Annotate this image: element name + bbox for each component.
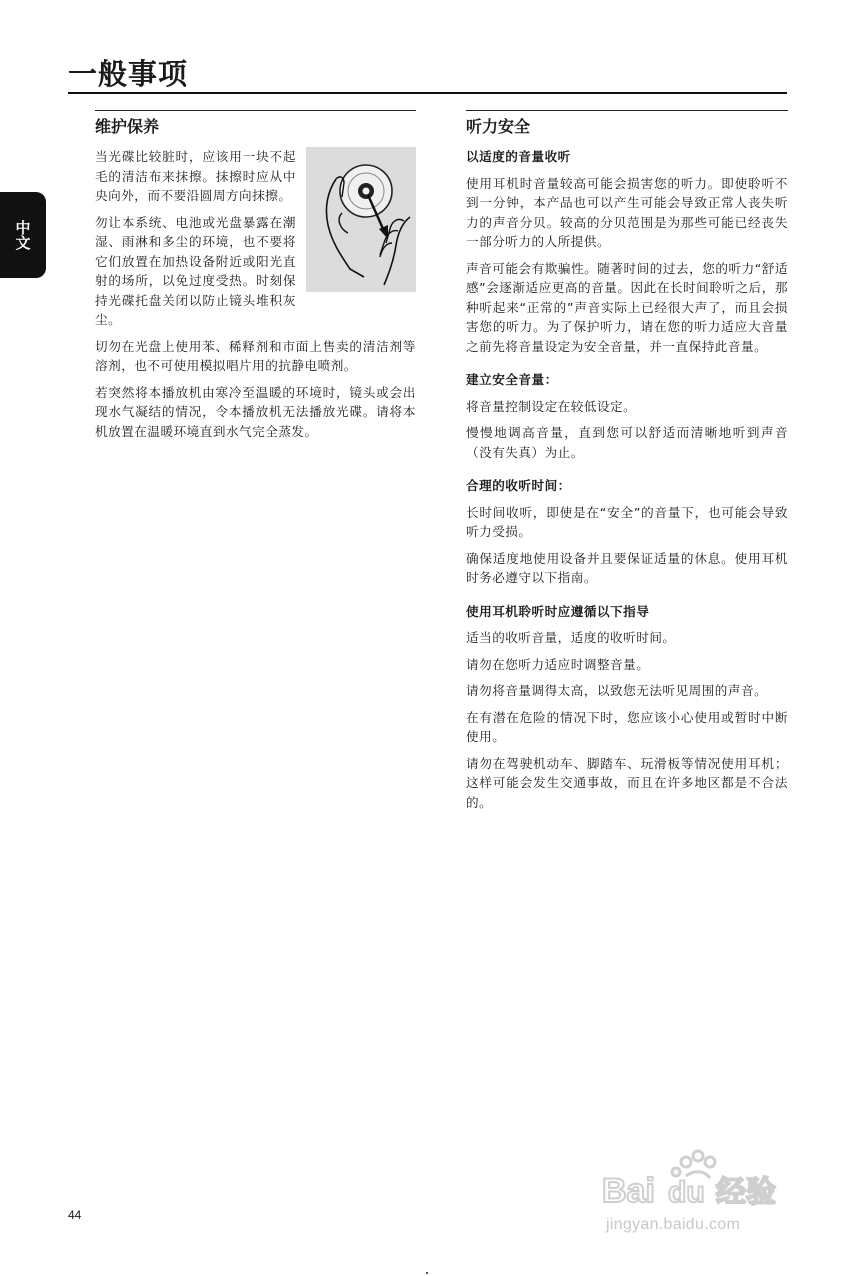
section-divider [95,110,416,111]
hearing-paragraph: 长时间收听，即使是在“安全”的音量下，也可能会导致听力受损。 [466,504,788,539]
maintenance-paragraph: 切勿在光盘上使用苯、稀释剂和市面上售卖的清洁剂等溶剂，也不可使用模拟唱片用的抗静电喷剂。 [95,338,416,373]
hearing-paragraph: 使用耳机时音量较高可能会损害您的听力。即使聆听不到一分钟，本产品也可以产生可能会导致正常人丧失听力的声音分贝。较高的分贝范围是为那些可能已经丧失一部分听力的人所提供。 [466,175,788,249]
crop-mark [426,1272,428,1274]
maintenance-title: 维护保养 [95,117,160,136]
guideline-item: 适当的收听音量，适度的收听时间。 [466,630,676,645]
page-title: 一般事项 [68,57,189,91]
svg-text:du: du [668,1176,705,1209]
guideline-item: 在有潜在危险的情况下时，您应该小心使用或暂时中断使用。 [466,709,788,744]
baidu-jingyan-watermark [598,1148,798,1248]
hearing-paragraph: 声音可能会有欺骗性。随著时间的过去，您的听力“舒适感”会逐渐适应更高的音量。因此在长时间聆听之后，那种听起来“正常的”声音实际上已经很大声了，而且会损害您的听力。为了保护听力，请在您的听力适应大音量之前先将音量设定为安全音量，并一直保持此音量。 [466,260,788,354]
svg-text:Bai: Bai [602,1172,655,1210]
guideline-item: 请勿在驾驶机动车、脚踏车、玩滑板等情况使用耳机；这样可能会发生交通事故，而且在许多地区都是不合法的。 [466,755,788,810]
hearing-paragraph: 慢慢地调高音量，直到您可以舒适而清晰地听到声音（没有失真）为止。 [466,425,788,460]
subheading-moderate-volume: 以适度的音量收听 [466,149,571,164]
hearing-safety-section [466,110,788,819]
section-divider [466,110,788,111]
disc-cleaning-illustration [306,147,416,292]
guideline-item: 请勿在您听力适应时调整音量。 [466,656,650,672]
watermark-url: jingyan.baidu.com [606,1216,741,1233]
maintenance-paragraph: 若突然将本播放机由寒冷至温暖的环境时，镜头或会出现水气凝结的情况，令本播放机无法播放光碟。请将本机放置在温暖环境直到水气完全蒸发。 [95,384,416,439]
guideline-item: 请勿将音量调得太高，以致您无法听见周围的声音。 [466,683,768,698]
page-number: 44 [68,1208,82,1222]
subheading-set-safe-volume: 建立安全音量： [466,372,558,387]
hearing-safety-title: 听力安全 [466,117,531,136]
baidu-logo-icon [598,1148,798,1218]
title-divider [68,92,787,94]
maintenance-paragraph: 勿让本系统、电池或光盘暴露在潮湿、雨淋和多尘的环境，也不要将它们放置在加热设备附近或阳光直射的场所，以免过度受热。时刻保持光碟托盘关闭以防止镜头堆积灰尘。 [95,214,296,327]
subheading-listening-time: 合理的收听时间： [466,478,571,493]
language-tab-label: 中文 [13,220,32,250]
hearing-paragraph: 将音量控制设定在较低设定。 [466,398,637,414]
svg-text:经验: 经验 [716,1175,776,1210]
subheading-headphone-guidelines: 使用耳机聆听时应遵循以下指导 [466,603,650,619]
language-tab [0,192,46,278]
maintenance-section [95,110,416,448]
maintenance-paragraph: 当光碟比较脏时，应该用一块不起毛的清洁布来抹擦。抹擦时应从中央向外，而不要沿圆周方向抹擦。 [95,149,296,203]
hearing-paragraph: 确保适度地使用设备并且要保证适量的休息。使用耳机时务必遵守以下指南。 [466,550,788,585]
